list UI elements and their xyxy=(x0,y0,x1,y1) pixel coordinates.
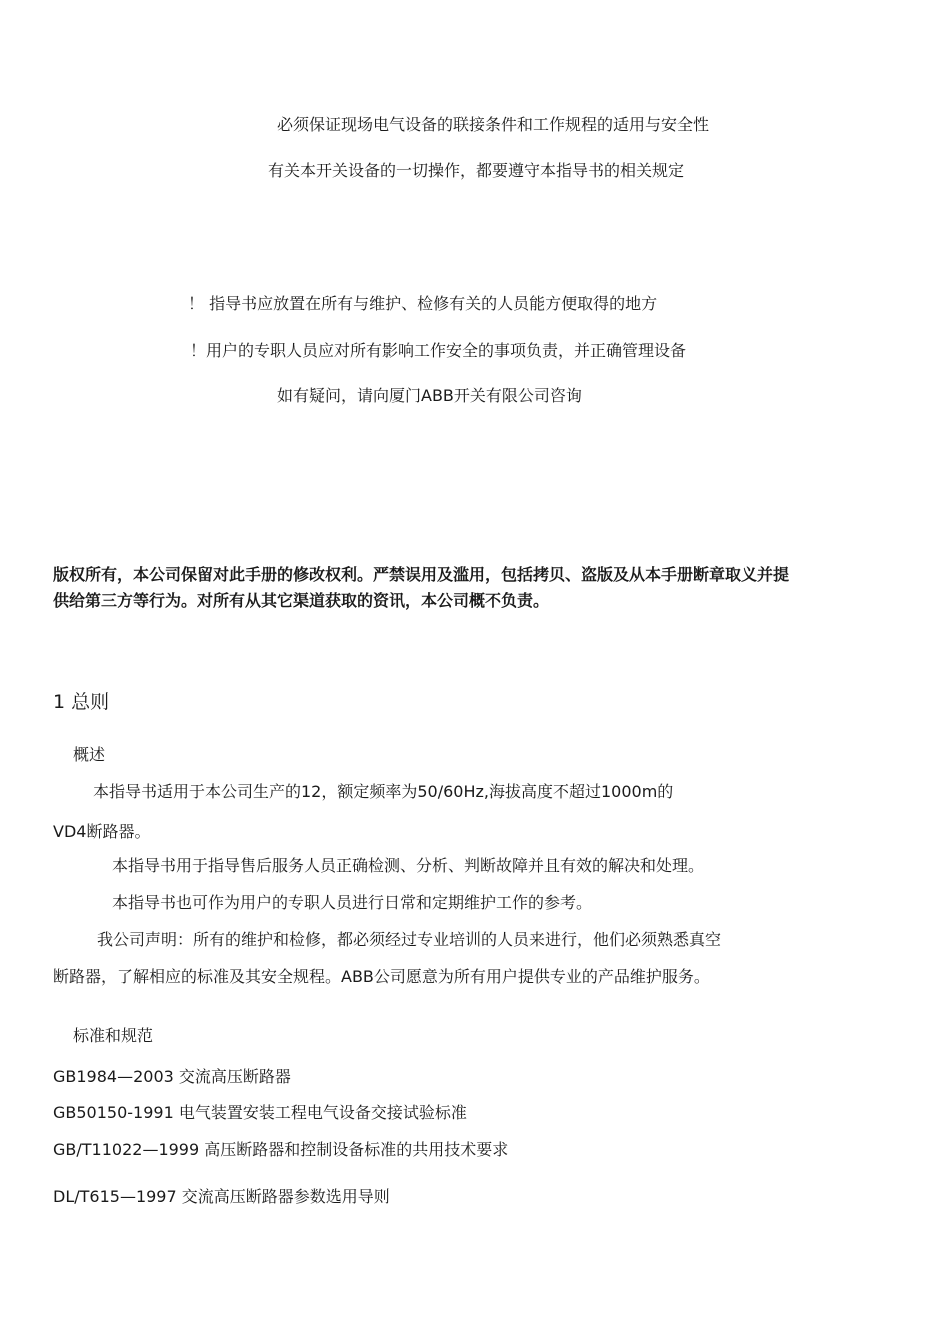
overview-line-1: 本指导书适用于本公司生产的12，额定频率为50/60Hz,海拔高度不超过1000m的 xyxy=(93,782,674,801)
overview-line-5: 我公司声明：所有的维护和检修，都必须经过专业培训的人员来进行，他们必须熟悉真空 xyxy=(97,930,722,949)
note-2: ！用户的专职人员应对所有影响工作安全的事项负责，并正确管理设备 xyxy=(190,341,687,360)
section-title: 1 总则 xyxy=(53,691,110,713)
overview-heading: 概述 xyxy=(73,745,106,764)
overview-line-3: 本指导书用于指导售后服务人员正确检测、分析、判断故障并且有效的解决和处理。 xyxy=(112,856,705,875)
standard-item-3: GB/T11022—1999 高压断路器和控制设备标准的共用技术要求 xyxy=(53,1140,509,1159)
standard-item-2: GB50150-1991 电气装置安装工程电气设备交接试验标准 xyxy=(53,1103,467,1122)
overview-line-6: 断路器，了解相应的标准及其安全规程。ABB公司愿意为所有用户提供专业的产品维护服务。 xyxy=(53,967,710,986)
top-notice-1: 必须保证现场电气设备的联接条件和工作规程的适用与安全性 xyxy=(277,115,710,134)
standard-item-1: GB1984—2003 交流高压断路器 xyxy=(53,1067,291,1086)
top-notice-2: 有关本开关设备的一切操作，都要遵守本指导书的相关规定 xyxy=(268,161,685,180)
standard-item-4: DL/T615—1997 交流高压断路器参数选用导则 xyxy=(53,1187,390,1206)
copyright-line-1: 版权所有，本公司保留对此手册的修改权利。严禁误用及滥用，包括拷贝、盗版及从本手册断章取义并提 xyxy=(53,565,790,584)
overview-line-4: 本指导书也可作为用户的专职人员进行日常和定期维护工作的参考。 xyxy=(112,893,593,912)
copyright-line-2: 供给第三方等行为。对所有从其它渠道获取的资讯，本公司概不负责。 xyxy=(53,591,550,610)
standards-heading: 标准和规范 xyxy=(73,1026,154,1045)
overview-line-2: VD4断路器。 xyxy=(53,822,151,841)
note-1: ！ 指导书应放置在所有与维护、检修有关的人员能方便取得的地方 xyxy=(188,294,658,313)
note-3: 如有疑问，请向厦门ABB开关有限公司咨询 xyxy=(277,386,582,405)
